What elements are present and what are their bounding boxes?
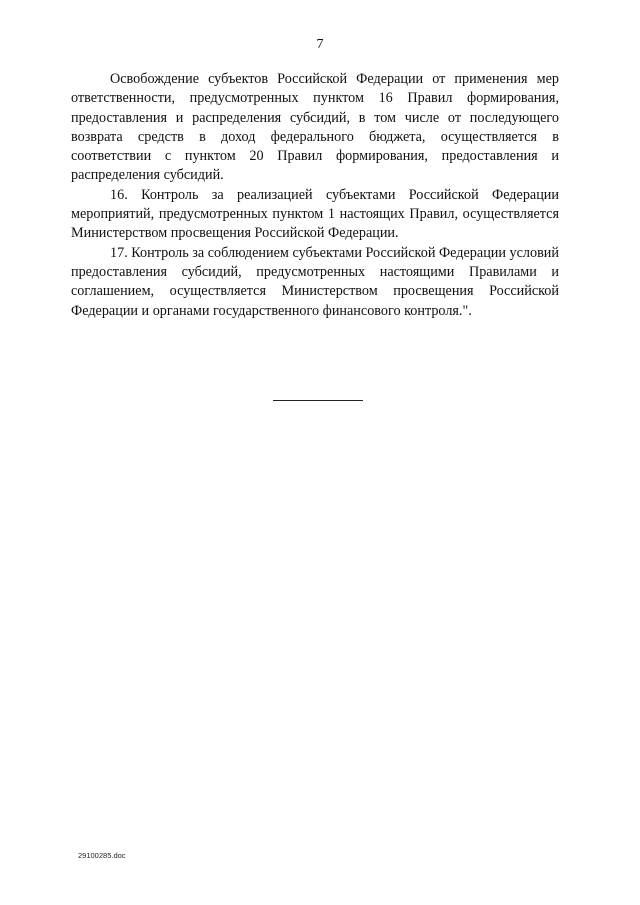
paragraph-exemption: Освобождение субъектов Российской Федерации от применения мер ответственности, предусмотренных пунктом 16 Правил формирования, предоставления и распределения субсидий, в том числе от последующего возврата средств в доход федерального бюджета, осуществляется в соответствии с пунктом 20 Правил формирования, предоставления и распределения субсидий. bbox=[71, 71, 559, 184]
footer-filename: 29100285.doc bbox=[78, 851, 126, 860]
paragraph-item-17: 17. Контроль за соблюдением субъектами Российской Федерации условий предоставления субсидий, предусмотренных настоящими Правилами и соглашением, осуществляется Министерством просвещения Российской Федерации и органами государственного финансового контроля.". bbox=[71, 244, 559, 319]
paragraph-item-16: 16. Контроль за реализацией субъектами Российской Федерации мероприятий, предусмотренных пунктом 1 настоящих Правил, осуществляется Министерством просвещения Российской Федерации. bbox=[71, 186, 559, 242]
document-body bbox=[71, 70, 559, 321]
page-number: 7 bbox=[316, 37, 324, 52]
end-divider bbox=[273, 400, 363, 401]
